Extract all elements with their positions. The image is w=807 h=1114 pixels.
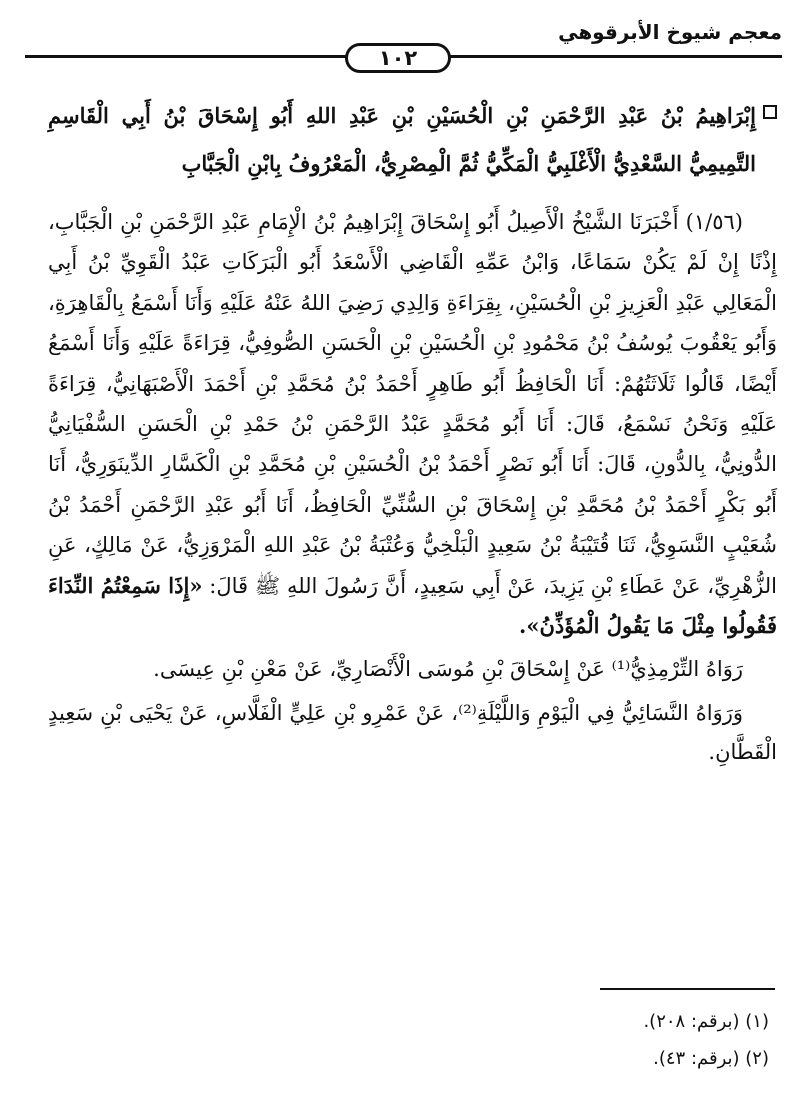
footnote-rule <box>600 988 775 990</box>
footnote-1: (١) (برقم: ٢٠٨). <box>643 1011 769 1032</box>
hadith-matn: «إِذَا سَمِعْتُمُ النِّدَاءَ فَقُولُوا مِثْلَ مَا يَقُولُ الْمُؤَذِّنُ». <box>48 572 777 639</box>
hadith-isnad: (١/٥٦) أَخْبَرَنَا الشَّيْخُ الْأَصِيلُ أَبُو إِسْحَاقَ إِبْرَاهِيمُ بْنُ الْإِمَامِ عَبْدِ الرَّحْمَنِ بْنِ الْجَبَّابِ، إِذْنًا إِنْ لَمْ يَكُنْ سَمَاعًا، وَابْنُ عَمِّهِ الْقَاضِي الْأَسْعَدُ أَبُو الْبَرَكَاتِ عَبْدُ الْقَوِيِّ بْنُ أَبِي الْمَعَالِي عَبْدِ الْعَزِيزِ بْنِ الْحُسَيْنِ، بِقِرَاءَةِ وَالِدِي رَضِيَ اللهُ عَنْهُ عَلَيْهِ وَأَنَا أَسْمَعُ بِالْقَاهِرَةِ، وَأَبُو يَعْقُوبَ يُوسُفُ بْنُ مَحْمُودِ بْنِ الْحُسَيْنِ بْنِ الْحَسَنِ الصُّوفِيُّ، قِرَاءَةً عَلَيْهِ وَأَنَا أَسْمَعُ أَيْضًا، قَالُوا ثَلَاثَتُهُمْ: أَنَا الْحَافِظُ أَبُو طَاهِرٍ أَحْمَدُ بْنُ مُحَمَّدِ بْنِ أَحْمَدَ الْأَصْبَهَانِيُّ، قِرَاءَةً عَلَيْهِ وَنَحْنُ نَسْمَعُ، قَالَ: أَنَا أَبُو مُحَمَّدٍ عَبْدُ الرَّحْمَنِ بْنُ حَمْدِ بْنِ الْحَسَنِ السُّفْيَانِيُّ الدُّونِيُّ، بِالدُّونِ، قَالَ: أَنَا أَبُو نَصْرٍ أَحْمَدُ بْنُ الْحُسَيْنِ بْنِ مُحَمَّدِ بْنِ الْكَسَّارِ الدِّينَوَرِيُّ، أَنَا أَبُو بَكْرٍ أَحْمَدُ بْنُ مُحَمَّدِ بْنِ إِسْحَاقَ بْنِ السُّنِّيِّ الْحَافِظُ، أَنَا أَبُو عَبْدِ الرَّحْمَنِ أَحْمَدُ بْنُ شُعَيْبٍ النَّسَوِيُّ، ثَنَا قُتَيْبَةُ بْنُ سَعِيدٍ الْبَلْخِيُّ وَعُتْبَةُ بْنُ عَبْدِ اللهِ الْمَرْوَزِيُّ، عَنْ مَالِكٍ، عَنِ الزُّهْرِيِّ، عَنْ عَطَاءِ بْنِ يَزِيدَ، عَنْ أَبِي سَعِيدٍ، أَنَّ رَسُولَ اللهِ ﷺ قَالَ: <box>48 210 777 598</box>
hadith-paragraph <box>48 202 777 646</box>
takhrij-nasai: وَرَوَاهُ النَّسَائِيُّ فِي الْيَوْمِ وَاللَّيْلَةِ⁽²⁾، عَنْ عَمْرِو بْنِ عَلِيٍّ الْفَلَّاسِ، عَنْ يَحْيَى بْنِ سَعِيدٍ الْقَطَّانِ. <box>48 700 777 765</box>
entry-title: إِبْرَاهِيمُ بْنُ عَبْدِ الرَّحْمَنِ بْنِ الْحُسَيْنِ بْنِ عَبْدِ اللهِ أَبُو إِسْحَاقَ بْنُ أَبِي الْقَاسِمِ التَّمِيمِيُّ السَّعْدِيُّ الْأَغْلَبِيُّ الْمَكِّيُّ ثُمَّ الْمِصْرِيُّ، الْمَعْرُوفُ بِابْنِ الْجَبَّابِ <box>48 103 756 176</box>
square-bullet-icon <box>763 105 777 119</box>
running-head-title: معجم شيوخ الأبرقوهي <box>558 20 782 44</box>
page-body <box>48 92 777 773</box>
footnote-2: (٢) (برقم: ٤٣). <box>653 1048 769 1069</box>
page-number: ١٠٢ <box>345 43 451 73</box>
footnotes <box>369 1003 769 1077</box>
entry-heading <box>48 92 777 188</box>
takhrij-tirmidhi: رَوَاهُ التِّرْمِذِيُّ⁽¹⁾ عَنْ إِسْحَاقَ بْنِ مُوسَى الْأَنْصَارِيِّ، عَنْ مَعْنِ بْنِ عِيسَى. <box>153 657 743 682</box>
